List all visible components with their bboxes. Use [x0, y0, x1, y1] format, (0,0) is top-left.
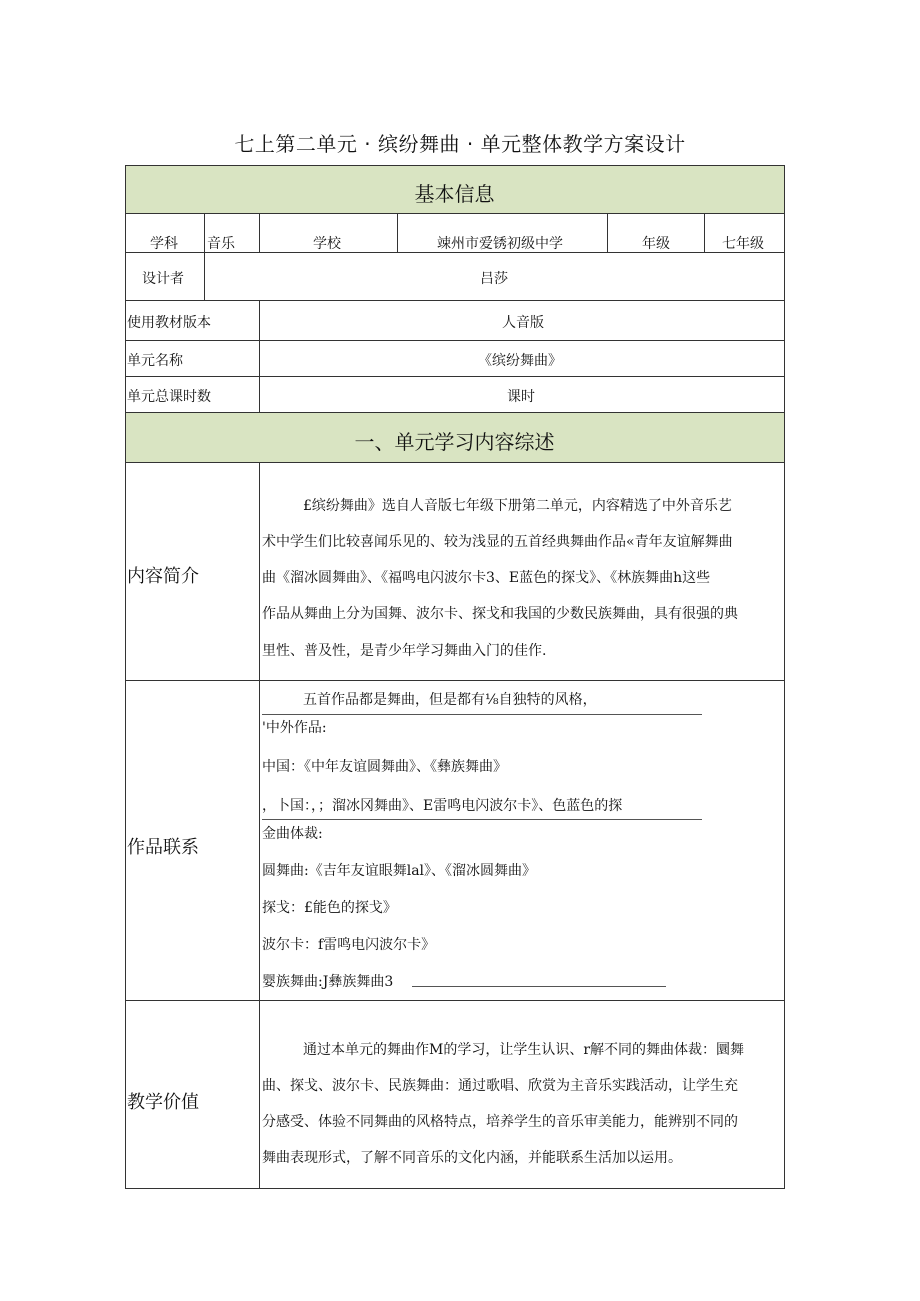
- col-line: [607, 213, 608, 252]
- unit-name-label: 单元名称: [127, 353, 183, 369]
- subject-value: 音乐: [207, 236, 235, 252]
- document-title: 七上第二单元 · 缤纷舞曲 · 单元整体教学方案设计: [234, 132, 686, 156]
- basic-info-heading: 基本信息: [414, 182, 495, 206]
- row-line: [125, 340, 784, 341]
- col-line: [259, 462, 260, 1188]
- col-line: [397, 213, 398, 252]
- intro-line: 术中学生们比较喜闻乐见的、较为浅显的五首经典舞曲作品«青年友谊解舞曲: [262, 534, 733, 550]
- col-line: [704, 213, 705, 252]
- works-underline: [262, 714, 702, 715]
- designer-label: 设计者: [142, 271, 184, 287]
- hours-value: 课时: [507, 389, 535, 405]
- works-line: 中国：《中年友谊圆舞曲》、《彝族舞曲》: [262, 759, 507, 775]
- row-line: [125, 165, 784, 166]
- works-line: 探戈：£能色的探戈》: [262, 900, 397, 916]
- unit-name-value: 《缤纷舞曲》: [478, 353, 562, 369]
- row-line: [125, 1000, 784, 1001]
- grade-label: 年级: [642, 236, 670, 252]
- works-underline: [262, 819, 702, 820]
- value-line: 舞曲表现形式，了解不同音乐的文化内涵，并能联系生活加以运用。: [262, 1150, 682, 1166]
- works-line: '中外作品:: [262, 720, 327, 736]
- works-label: 作品联系: [127, 837, 199, 858]
- grade-value: 七年级: [722, 236, 764, 252]
- row-line: [125, 376, 784, 377]
- value-label: 教学价值: [127, 1092, 199, 1113]
- works-underline: [412, 986, 666, 987]
- works-line: ，卜国：，；溜冰冈舞曲》、E雷鸣电闪波尔卡》、色蓝色的探: [262, 798, 623, 814]
- school-value: 竦州市爱锈初级中学: [437, 236, 563, 252]
- section-one-heading: 一、单元学习内容综述: [354, 430, 555, 454]
- works-line: 五首作品都是舞曲，但是都有⅛自独特的风格，: [303, 692, 597, 708]
- row-line: [125, 462, 784, 463]
- intro-line: 作品从舞曲上分为国舞、波尔卡、探戈和我国的少数民族舞曲，具有很强的典: [262, 606, 738, 622]
- textbook-label: 使用教材版本: [127, 315, 211, 331]
- intro-line: £缤纷舞曲》选自人音版七年级下册第二单元，内容精选了中外音乐艺: [303, 498, 732, 514]
- table-right-border: [784, 165, 785, 1189]
- hours-label: 单元总课时数: [127, 389, 211, 405]
- row-line: [125, 1188, 784, 1189]
- school-label: 学校: [313, 236, 341, 252]
- col-line: [259, 213, 260, 252]
- row-line: [125, 412, 784, 413]
- intro-line: 里性、普及性，是青少年学习舞曲入门的佳作.: [262, 643, 547, 659]
- textbook-value: 人音版: [502, 315, 544, 331]
- row-line: [125, 213, 784, 214]
- works-line: 金曲体裁:: [262, 826, 323, 842]
- works-line: 婴族舞曲:J彝族舞曲3: [262, 974, 394, 990]
- value-line: 分感受、体验不同舞曲的风格特点，培养学生的音乐审美能力，能辨别不同的: [262, 1114, 738, 1130]
- subject-label: 学科: [150, 236, 178, 252]
- col-line: [204, 213, 205, 300]
- works-line: 圆舞曲:《吉年友谊眼舞lal》、《溜冰圆舞曲》: [262, 863, 537, 879]
- value-line: 通过本单元的舞曲作M的学习，让学生认识、r解不同的舞曲体裁：圜舞: [303, 1042, 745, 1058]
- value-line: 曲、探戈、波尔卡、民族舞曲：通过歌唱、欣赏为主音乐实践活动，让学生充: [262, 1078, 738, 1094]
- intro-line: 曲《溜冰圆舞曲》、《福鸣电闪波尔卡3、E蓝色的探戈》、《林族舞曲h这些: [262, 570, 711, 586]
- designer-value: 吕莎: [480, 271, 508, 287]
- intro-label: 内容简介: [127, 566, 199, 587]
- col-line: [259, 300, 260, 412]
- table-left-border: [125, 165, 126, 1189]
- works-line: 波尔卡：f雷鸣电闪波尔卡》: [262, 937, 436, 953]
- row-line: [125, 680, 784, 681]
- row-line: [125, 300, 784, 301]
